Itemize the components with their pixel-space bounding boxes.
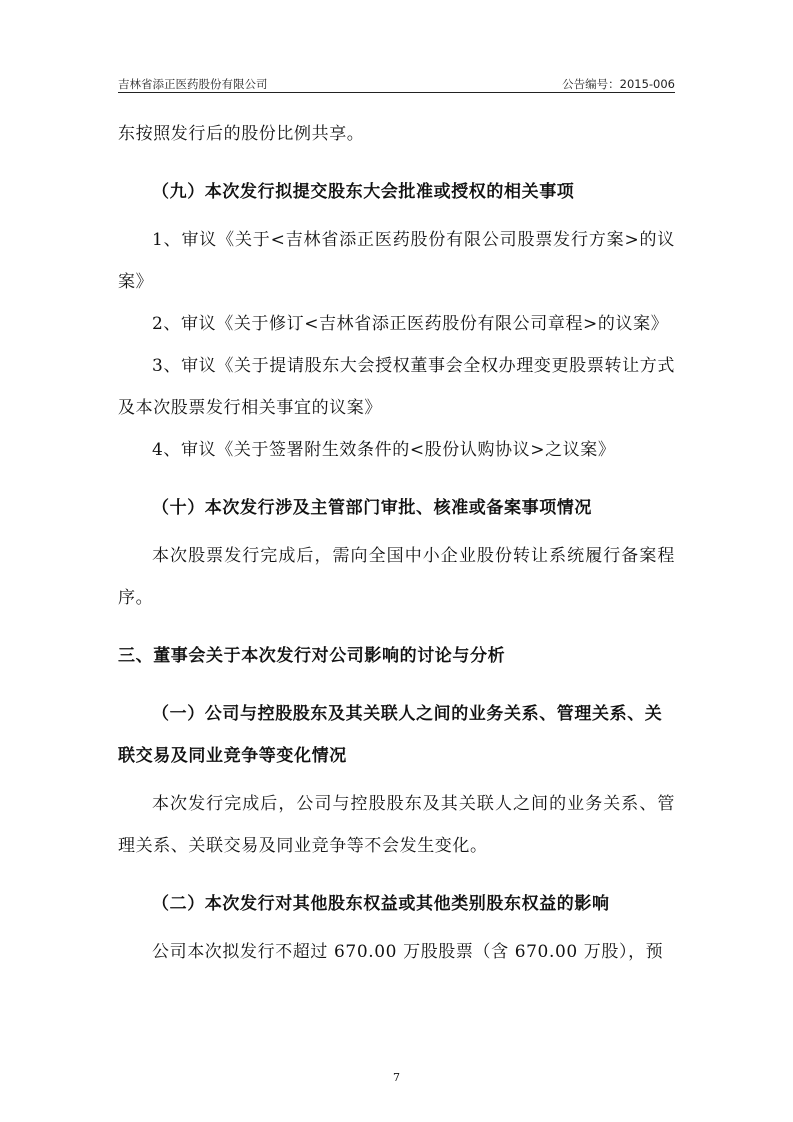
list-item-4: 4、审议《关于签署附生效条件的<股份认购协议>之议案》 <box>152 440 616 460</box>
page-header <box>118 72 675 92</box>
paragraph-ten: 本次股票发行完成后，需向全国中小企业股份转让系统履行备案程序。 <box>118 546 675 608</box>
paragraph-continuation: 东按照发行后的股份比例共享。 <box>118 124 365 144</box>
list-item-1: 1、审议《关于<吉林省添正医药股份有限公司股票发行方案>的议案》 <box>118 230 675 292</box>
section-heading-one: （一）公司与控股股东及其关联人之间的业务关系、管理关系、关联交易及同业竞争等变化情况 <box>118 704 663 766</box>
header-divider <box>118 92 675 93</box>
document-body <box>118 113 675 973</box>
notice-number: 公告编号：2015-006 <box>562 77 675 91</box>
section-heading-nine: （九）本次发行拟提交股东大会批准或授权的相关事项 <box>152 182 575 202</box>
page-number: 7 <box>393 1071 400 1084</box>
list-item-2: 2、审议《关于修订<吉林省添正医药股份有限公司章程>的议案》 <box>152 314 669 334</box>
chapter-heading-three: 三、董事会关于本次发行对公司影响的讨论与分析 <box>118 646 506 666</box>
company-name: 吉林省添正医药股份有限公司 <box>118 77 268 91</box>
paragraph-one: 本次发行完成后，公司与控股股东及其关联人之间的业务关系、管理关系、关联交易及同业竞争等不会发生变化。 <box>118 794 675 856</box>
section-heading-two: （二）本次发行对其他股东权益或其他类别股东权益的影响 <box>152 894 610 914</box>
list-item-3: 3、审议《关于提请股东大会授权董事会全权办理变更股票转让方式及本次股票发行相关事宜的议案》 <box>118 356 675 418</box>
section-heading-ten: （十）本次发行涉及主管部门审批、核准或备案事项情况 <box>152 498 592 518</box>
paragraph-two: 公司本次拟发行不超过 670.00 万股股票（含 670.00 万股），预 <box>152 942 664 962</box>
